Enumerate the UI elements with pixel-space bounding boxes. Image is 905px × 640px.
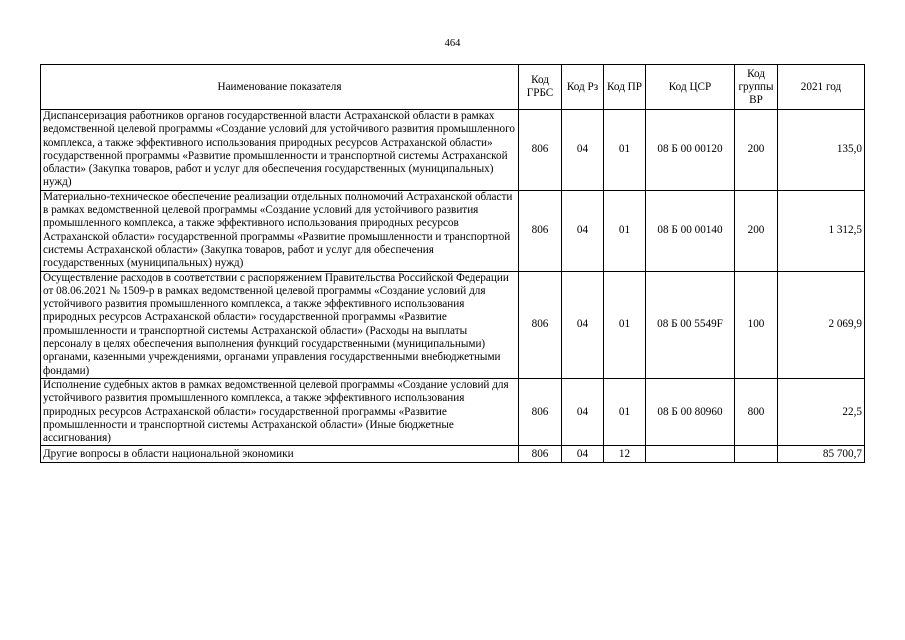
row-name: Другие вопросы в области национальной экономики [41,446,519,463]
row-pr: 01 [604,110,646,191]
row-grbs: 806 [519,110,562,191]
header-vr: Код группы ВР [735,65,778,110]
row-rz: 04 [562,446,604,463]
row-grbs: 806 [519,446,562,463]
row-pr: 12 [604,446,646,463]
row-vr: 100 [735,271,778,378]
header-csr: Код ЦСР [646,65,735,110]
header-rz: Код Рз [562,65,604,110]
row-vr: 200 [735,190,778,271]
row-rz: 04 [562,271,604,378]
row-csr: 08 Б 00 00120 [646,110,735,191]
table-row [41,110,865,191]
table-row [41,190,865,271]
row-grbs: 806 [519,271,562,378]
row-amount: 22,5 [778,378,865,445]
row-amount: 1 312,5 [778,190,865,271]
row-csr: 08 Б 00 80960 [646,378,735,445]
row-pr: 01 [604,271,646,378]
row-grbs: 806 [519,378,562,445]
budget-table [40,64,865,463]
header-grbs: Код ГРБС [519,65,562,110]
row-amount: 85 700,7 [778,446,865,463]
row-csr: 08 Б 00 5549F [646,271,735,378]
row-pr: 01 [604,190,646,271]
row-csr [646,446,735,463]
row-amount: 135,0 [778,110,865,191]
row-name: Диспансеризация работников органов государственной власти Астраханской области в рамках ведомственной целевой программы «Создание условий для устойчивого развития промышленного комплекса, а также эффективного использования природных ресурсов Астраханской области» государственной программы «Развитие промышленности и транспортной системы Астраханской области» (Закупка товаров, работ и услуг для обеспечения государственных (муниципальных) нужд) [41,110,519,191]
header-pr: Код ПР [604,65,646,110]
row-name: Материально-техническое обеспечение реализации отдельных полномочий Астраханской области в рамках ведомственной целевой программы «Создание условий для устойчивого развития промышленного комплекса, а также эффективного использования природных ресурсов Астраханской области» государственной программы «Развитие промышленности и транспортной системы Астраханской области» (Закупка товаров, работ и услуг для обеспечения государственных (муниципальных) нужд) [41,190,519,271]
row-vr: 800 [735,378,778,445]
page-number: 464 [444,38,461,49]
row-amount: 2 069,9 [778,271,865,378]
row-name: Осуществление расходов в соответствии с распоряжением Правительства Российской Федерации от 08.06.2021 № 1509-р в рамках ведомственной целевой программы «Создание условий для устойчивого развития промышленного комплекса, а также эффективного использования природных ресурсов Астраханской области» государственной программы «Развитие промышленности и транспортной системы Астраханской области» (Расходы на выплаты персоналу в целях обеспечения выполнения функций государственными (муниципальными) органами, казенными учреждениями, органами управления государственными внебюджетными фондами) [41,271,519,378]
row-vr [735,446,778,463]
row-rz: 04 [562,190,604,271]
row-grbs: 806 [519,190,562,271]
row-csr: 08 Б 00 00140 [646,190,735,271]
row-rz: 04 [562,110,604,191]
row-rz: 04 [562,378,604,445]
table-row-summary [41,446,865,463]
row-vr: 200 [735,110,778,191]
table-row [41,271,865,378]
table-header-row [41,65,865,110]
header-name: Наименование показателя [41,65,519,110]
header-year: 2021 год [778,65,865,110]
table-row [41,378,865,445]
row-pr: 01 [604,378,646,445]
row-name: Исполнение судебных актов в рамках ведомственной целевой программы «Создание условий для устойчивого развития промышленного комплекса, а также эффективного использования природных ресурсов Астраханской области» государственной программы «Развитие промышленности и транспортной системы Астраханской области» (Иные бюджетные ассигнования) [41,378,519,445]
